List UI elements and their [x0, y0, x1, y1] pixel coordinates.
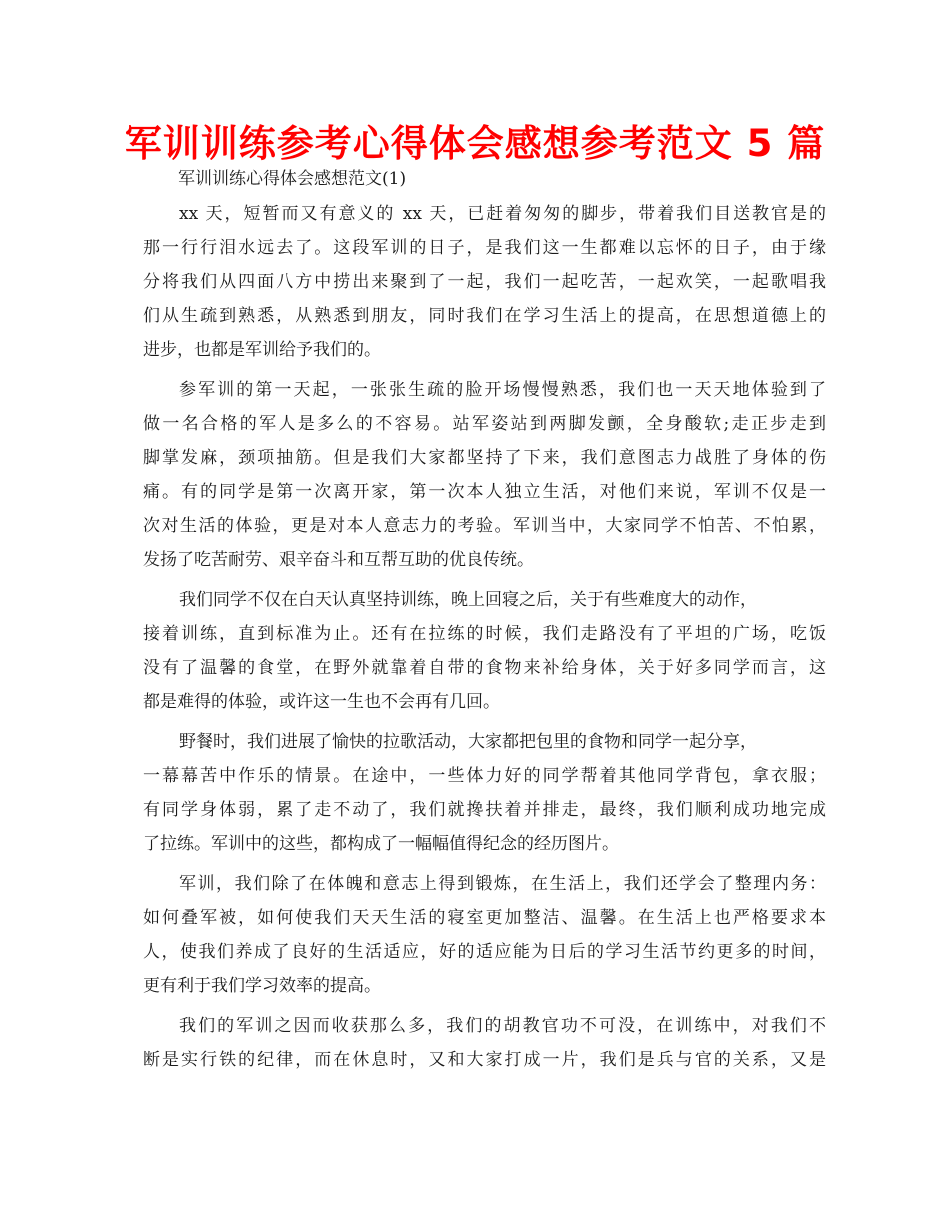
paragraph-1 [143, 197, 826, 367]
paragraph-line: 没有了温馨的食堂，在野外就靠着自带的食物来补给身体，关于好多同学而言，这 [143, 658, 826, 678]
paragraph-4 [143, 725, 826, 861]
paragraph-3 [143, 583, 826, 719]
document-title: 军训训练参考心得体会感想参考范文 5 篇 [124, 122, 826, 165]
paragraph-line: 我们的军训之因而收获那么多，我们的胡教官功不可没，在训练中，对我们不 [179, 1016, 826, 1036]
paragraph-line: 人，使我们养成了良好的生活适应，好的适应能为日后的学习生活节约更多的时间， [143, 942, 826, 962]
paragraph-line: 们从生疏到熟悉，从熟悉到朋友，同时我们在学习生活上的提高，在思想道德上的 [143, 306, 826, 326]
paragraph-line: 分将我们从四面八方中捞出来聚到了一起，我们一起吃苦，一起欢笑，一起歌唱我 [143, 272, 826, 292]
paragraph-line: xx 天，短暂而又有意义的 xx 天，已赶着匆匆的脚步，带着我们目送教官是的 [179, 204, 826, 224]
paragraph-line: 更有利于我们学习效率的提高。 [143, 976, 381, 996]
paragraph-line: 如何叠军被，如何使我们天天生活的寝室更加整洁、温馨。在生活上也严格要求本 [143, 908, 826, 928]
paragraph-line: 有同学身体弱，累了走不动了，我们就搀扶着并排走，最终，我们顺利成功地完成 [143, 800, 826, 820]
paragraph-line: 都是难得的体验，或许这一生也不会再有几回。 [143, 692, 500, 712]
paragraph-line: 断是实行铁的纪律，而在休息时，又和大家打成一片，我们是兵与官的关系，又是 [143, 1050, 826, 1070]
paragraph-line: 脚掌发麻，颈项抽筋。但是我们大家都坚持了下来，我们意图志力战胜了身体的伤 [143, 448, 826, 468]
paragraph-line: 次对生活的体验，更是对本人意志力的考验。军训当中，大家同学不怕苦、不怕累， [143, 516, 826, 536]
paragraph-line: 接着训练，直到标准为止。还有在拉练的时候，我们走路没有了平坦的广场，吃饭 [143, 624, 826, 644]
paragraph-line: 参军训的第一天起，一张张生疏的脸开场慢慢熟悉，我们也一天天地体验到了 [179, 380, 826, 400]
paragraph-2 [143, 373, 826, 577]
paragraph-line: 一幕幕苦中作乐的情景。在途中，一些体力好的同学帮着其他同学背包，拿衣服； [143, 766, 826, 786]
document-subtitle: 军训训练心得体会感想范文(1) [178, 169, 407, 189]
paragraph-line: 痛。有的同学是第一次离开家，第一次本人独立生活，对他们来说，军训不仅是一 [143, 482, 826, 502]
paragraph-line: 那一行行泪水远去了。这段军训的日子，是我们这一生都难以忘怀的日子，由于缘 [143, 238, 826, 258]
paragraph-line: 发扬了吃苦耐劳、艰辛奋斗和互帮互助的优良传统。 [143, 550, 534, 570]
paragraph-line: 军训，我们除了在体魄和意志上得到锻炼，在生活上，我们还学会了整理内务： [179, 874, 826, 894]
paragraph-line: 我们同学不仅在白天认真坚持训练，晚上回寝之后，关于有些难度大的动作， [179, 590, 757, 610]
paragraph-line: 进步，也都是军训给予我们的。 [143, 340, 381, 360]
paragraph-5 [143, 867, 826, 1003]
paragraph-line: 了拉练。军训中的这些，都构成了一幅幅值得纪念的经历图片。 [143, 834, 619, 854]
document-body [143, 197, 826, 1083]
paragraph-line: 野餐时，我们进展了愉快的拉歌活动，大家都把包里的食物和同学一起分享， [179, 732, 757, 752]
paragraph-6 [143, 1009, 826, 1077]
paragraph-line: 做一名合格的军人是多么的不容易。站军姿站到两脚发颤，全身酸软;走正步走到 [143, 414, 826, 434]
